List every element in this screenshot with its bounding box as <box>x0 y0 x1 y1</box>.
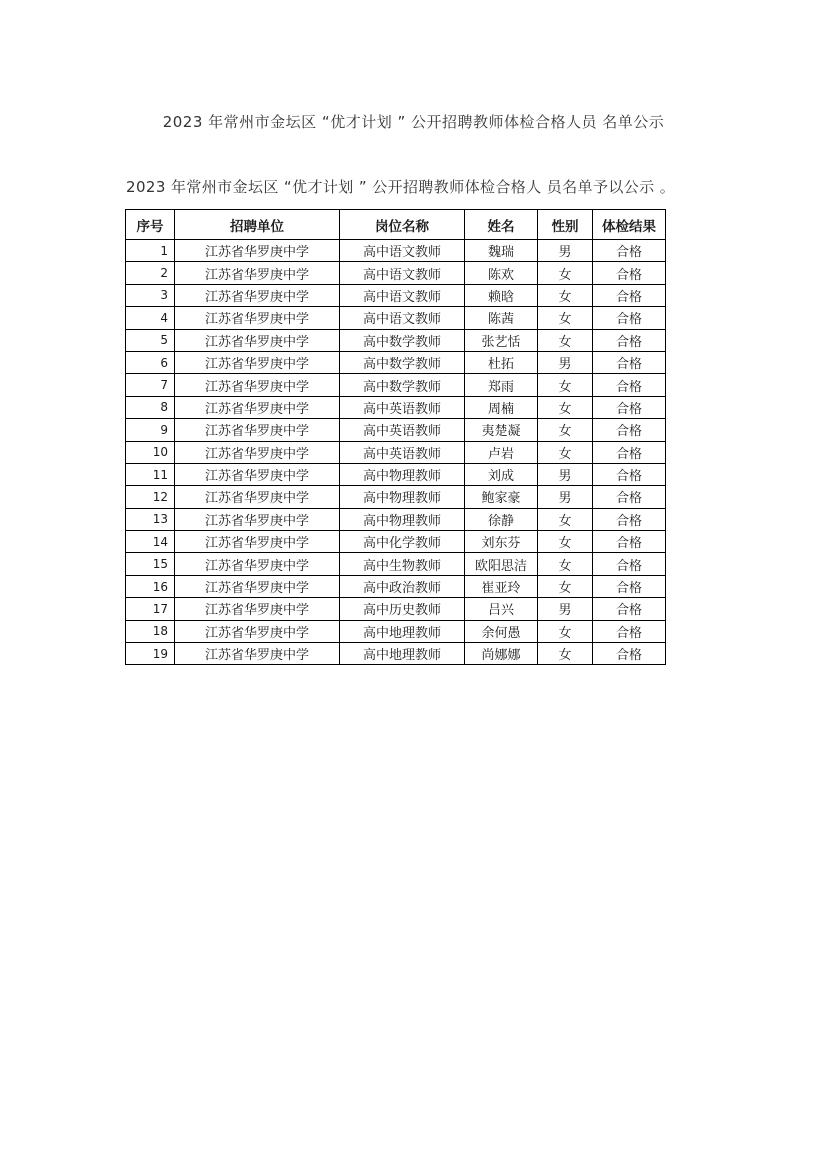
cell-result: 合格 <box>593 508 666 530</box>
table-row <box>126 575 666 597</box>
cell-unit: 江苏省华罗庚中学 <box>175 463 340 485</box>
cell-unit: 江苏省华罗庚中学 <box>175 262 340 284</box>
cell-gender: 男 <box>538 240 593 262</box>
cell-position: 高中政治教师 <box>340 575 465 597</box>
cell-seq: 10 <box>126 441 175 463</box>
cell-seq: 12 <box>126 486 175 508</box>
cell-position: 高中历史教师 <box>340 598 465 620</box>
cell-position: 高中语文教师 <box>340 262 465 284</box>
table-row <box>126 643 666 665</box>
cell-seq: 1 <box>126 240 175 262</box>
cell-gender: 女 <box>538 396 593 418</box>
cell-name: 刘成 <box>465 463 538 485</box>
cell-result: 合格 <box>593 620 666 642</box>
table-row <box>126 620 666 642</box>
header-position: 岗位名称 <box>340 210 465 240</box>
cell-name: 陈欢 <box>465 262 538 284</box>
document-intro: 2023 年常州市金坛区 “优才计划 ” 公开招聘教师体检合格人 员名单予以公示 。 <box>126 178 676 196</box>
cell-unit: 江苏省华罗庚中学 <box>175 575 340 597</box>
cell-name: 郑雨 <box>465 374 538 396</box>
results-table <box>125 209 666 665</box>
cell-seq: 16 <box>126 575 175 597</box>
cell-unit: 江苏省华罗庚中学 <box>175 284 340 306</box>
cell-name: 陈茜 <box>465 307 538 329</box>
cell-name: 徐静 <box>465 508 538 530</box>
cell-name: 卢岩 <box>465 441 538 463</box>
cell-position: 高中数学教师 <box>340 374 465 396</box>
cell-seq: 4 <box>126 307 175 329</box>
table-row <box>126 553 666 575</box>
cell-gender: 女 <box>538 284 593 306</box>
cell-name: 张艺恬 <box>465 329 538 351</box>
header-result: 体检结果 <box>593 210 666 240</box>
cell-seq: 5 <box>126 329 175 351</box>
cell-gender: 女 <box>538 307 593 329</box>
cell-gender: 女 <box>538 575 593 597</box>
cell-result: 合格 <box>593 643 666 665</box>
cell-result: 合格 <box>593 374 666 396</box>
table-row <box>126 307 666 329</box>
cell-position: 高中语文教师 <box>340 307 465 329</box>
cell-position: 高中化学教师 <box>340 531 465 553</box>
cell-name: 余何愚 <box>465 620 538 642</box>
table-row <box>126 486 666 508</box>
cell-name: 夷楚凝 <box>465 419 538 441</box>
cell-seq: 19 <box>126 643 175 665</box>
cell-gender: 男 <box>538 351 593 373</box>
table-header-row <box>126 210 666 240</box>
cell-seq: 15 <box>126 553 175 575</box>
cell-result: 合格 <box>593 284 666 306</box>
cell-seq: 7 <box>126 374 175 396</box>
cell-position: 高中英语教师 <box>340 396 465 418</box>
table-row <box>126 374 666 396</box>
cell-position: 高中数学教师 <box>340 351 465 373</box>
cell-name: 刘东芬 <box>465 531 538 553</box>
cell-gender: 女 <box>538 262 593 284</box>
table-row <box>126 598 666 620</box>
cell-position: 高中地理教师 <box>340 620 465 642</box>
cell-gender: 女 <box>538 441 593 463</box>
table-row <box>126 508 666 530</box>
cell-result: 合格 <box>593 463 666 485</box>
header-gender: 性别 <box>538 210 593 240</box>
cell-name: 崔亚玲 <box>465 575 538 597</box>
cell-name: 魏瑞 <box>465 240 538 262</box>
cell-unit: 江苏省华罗庚中学 <box>175 486 340 508</box>
cell-unit: 江苏省华罗庚中学 <box>175 598 340 620</box>
cell-seq: 14 <box>126 531 175 553</box>
cell-gender: 女 <box>538 531 593 553</box>
cell-position: 高中物理教师 <box>340 508 465 530</box>
cell-name: 吕兴 <box>465 598 538 620</box>
cell-name: 杜拓 <box>465 351 538 373</box>
cell-unit: 江苏省华罗庚中学 <box>175 396 340 418</box>
cell-unit: 江苏省华罗庚中学 <box>175 441 340 463</box>
cell-result: 合格 <box>593 240 666 262</box>
cell-result: 合格 <box>593 307 666 329</box>
table-row <box>126 262 666 284</box>
cell-unit: 江苏省华罗庚中学 <box>175 329 340 351</box>
cell-unit: 江苏省华罗庚中学 <box>175 508 340 530</box>
table-row <box>126 396 666 418</box>
cell-name: 鲍家豪 <box>465 486 538 508</box>
table-row <box>126 419 666 441</box>
header-unit: 招聘单位 <box>175 210 340 240</box>
cell-unit: 江苏省华罗庚中学 <box>175 643 340 665</box>
cell-unit: 江苏省华罗庚中学 <box>175 351 340 373</box>
cell-gender: 男 <box>538 598 593 620</box>
cell-seq: 3 <box>126 284 175 306</box>
cell-name: 赖晗 <box>465 284 538 306</box>
cell-position: 高中地理教师 <box>340 643 465 665</box>
cell-seq: 17 <box>126 598 175 620</box>
cell-position: 高中英语教师 <box>340 441 465 463</box>
cell-unit: 江苏省华罗庚中学 <box>175 307 340 329</box>
cell-position: 高中物理教师 <box>340 486 465 508</box>
cell-seq: 9 <box>126 419 175 441</box>
cell-seq: 11 <box>126 463 175 485</box>
table-row <box>126 463 666 485</box>
cell-seq: 13 <box>126 508 175 530</box>
cell-name: 尚娜娜 <box>465 643 538 665</box>
cell-position: 高中生物教师 <box>340 553 465 575</box>
cell-gender: 女 <box>538 553 593 575</box>
cell-unit: 江苏省华罗庚中学 <box>175 240 340 262</box>
cell-gender: 女 <box>538 508 593 530</box>
cell-result: 合格 <box>593 486 666 508</box>
cell-seq: 2 <box>126 262 175 284</box>
cell-gender: 女 <box>538 374 593 396</box>
table-row <box>126 531 666 553</box>
cell-gender: 男 <box>538 486 593 508</box>
table-row <box>126 441 666 463</box>
cell-gender: 男 <box>538 463 593 485</box>
cell-result: 合格 <box>593 419 666 441</box>
cell-gender: 女 <box>538 419 593 441</box>
cell-seq: 18 <box>126 620 175 642</box>
cell-result: 合格 <box>593 329 666 351</box>
cell-unit: 江苏省华罗庚中学 <box>175 620 340 642</box>
cell-result: 合格 <box>593 575 666 597</box>
cell-result: 合格 <box>593 396 666 418</box>
cell-name: 欧阳思洁 <box>465 553 538 575</box>
table-row <box>126 284 666 306</box>
cell-result: 合格 <box>593 598 666 620</box>
cell-unit: 江苏省华罗庚中学 <box>175 531 340 553</box>
table-row <box>126 351 666 373</box>
cell-position: 高中数学教师 <box>340 329 465 351</box>
cell-gender: 女 <box>538 329 593 351</box>
cell-position: 高中语文教师 <box>340 284 465 306</box>
cell-result: 合格 <box>593 262 666 284</box>
table-row <box>126 329 666 351</box>
header-name: 姓名 <box>465 210 538 240</box>
cell-position: 高中物理教师 <box>340 463 465 485</box>
cell-gender: 女 <box>538 620 593 642</box>
cell-position: 高中英语教师 <box>340 419 465 441</box>
cell-seq: 6 <box>126 351 175 373</box>
header-seq: 序号 <box>126 210 175 240</box>
cell-result: 合格 <box>593 553 666 575</box>
cell-unit: 江苏省华罗庚中学 <box>175 374 340 396</box>
cell-result: 合格 <box>593 531 666 553</box>
document-title: 2023 年常州市金坛区 “优才计划 ” 公开招聘教师体检合格人员 名单公示 <box>162 113 665 131</box>
table-body <box>126 240 666 665</box>
cell-unit: 江苏省华罗庚中学 <box>175 419 340 441</box>
cell-unit: 江苏省华罗庚中学 <box>175 553 340 575</box>
cell-gender: 女 <box>538 643 593 665</box>
cell-result: 合格 <box>593 351 666 373</box>
cell-name: 周楠 <box>465 396 538 418</box>
cell-position: 高中语文教师 <box>340 240 465 262</box>
cell-result: 合格 <box>593 441 666 463</box>
table-row <box>126 240 666 262</box>
cell-seq: 8 <box>126 396 175 418</box>
